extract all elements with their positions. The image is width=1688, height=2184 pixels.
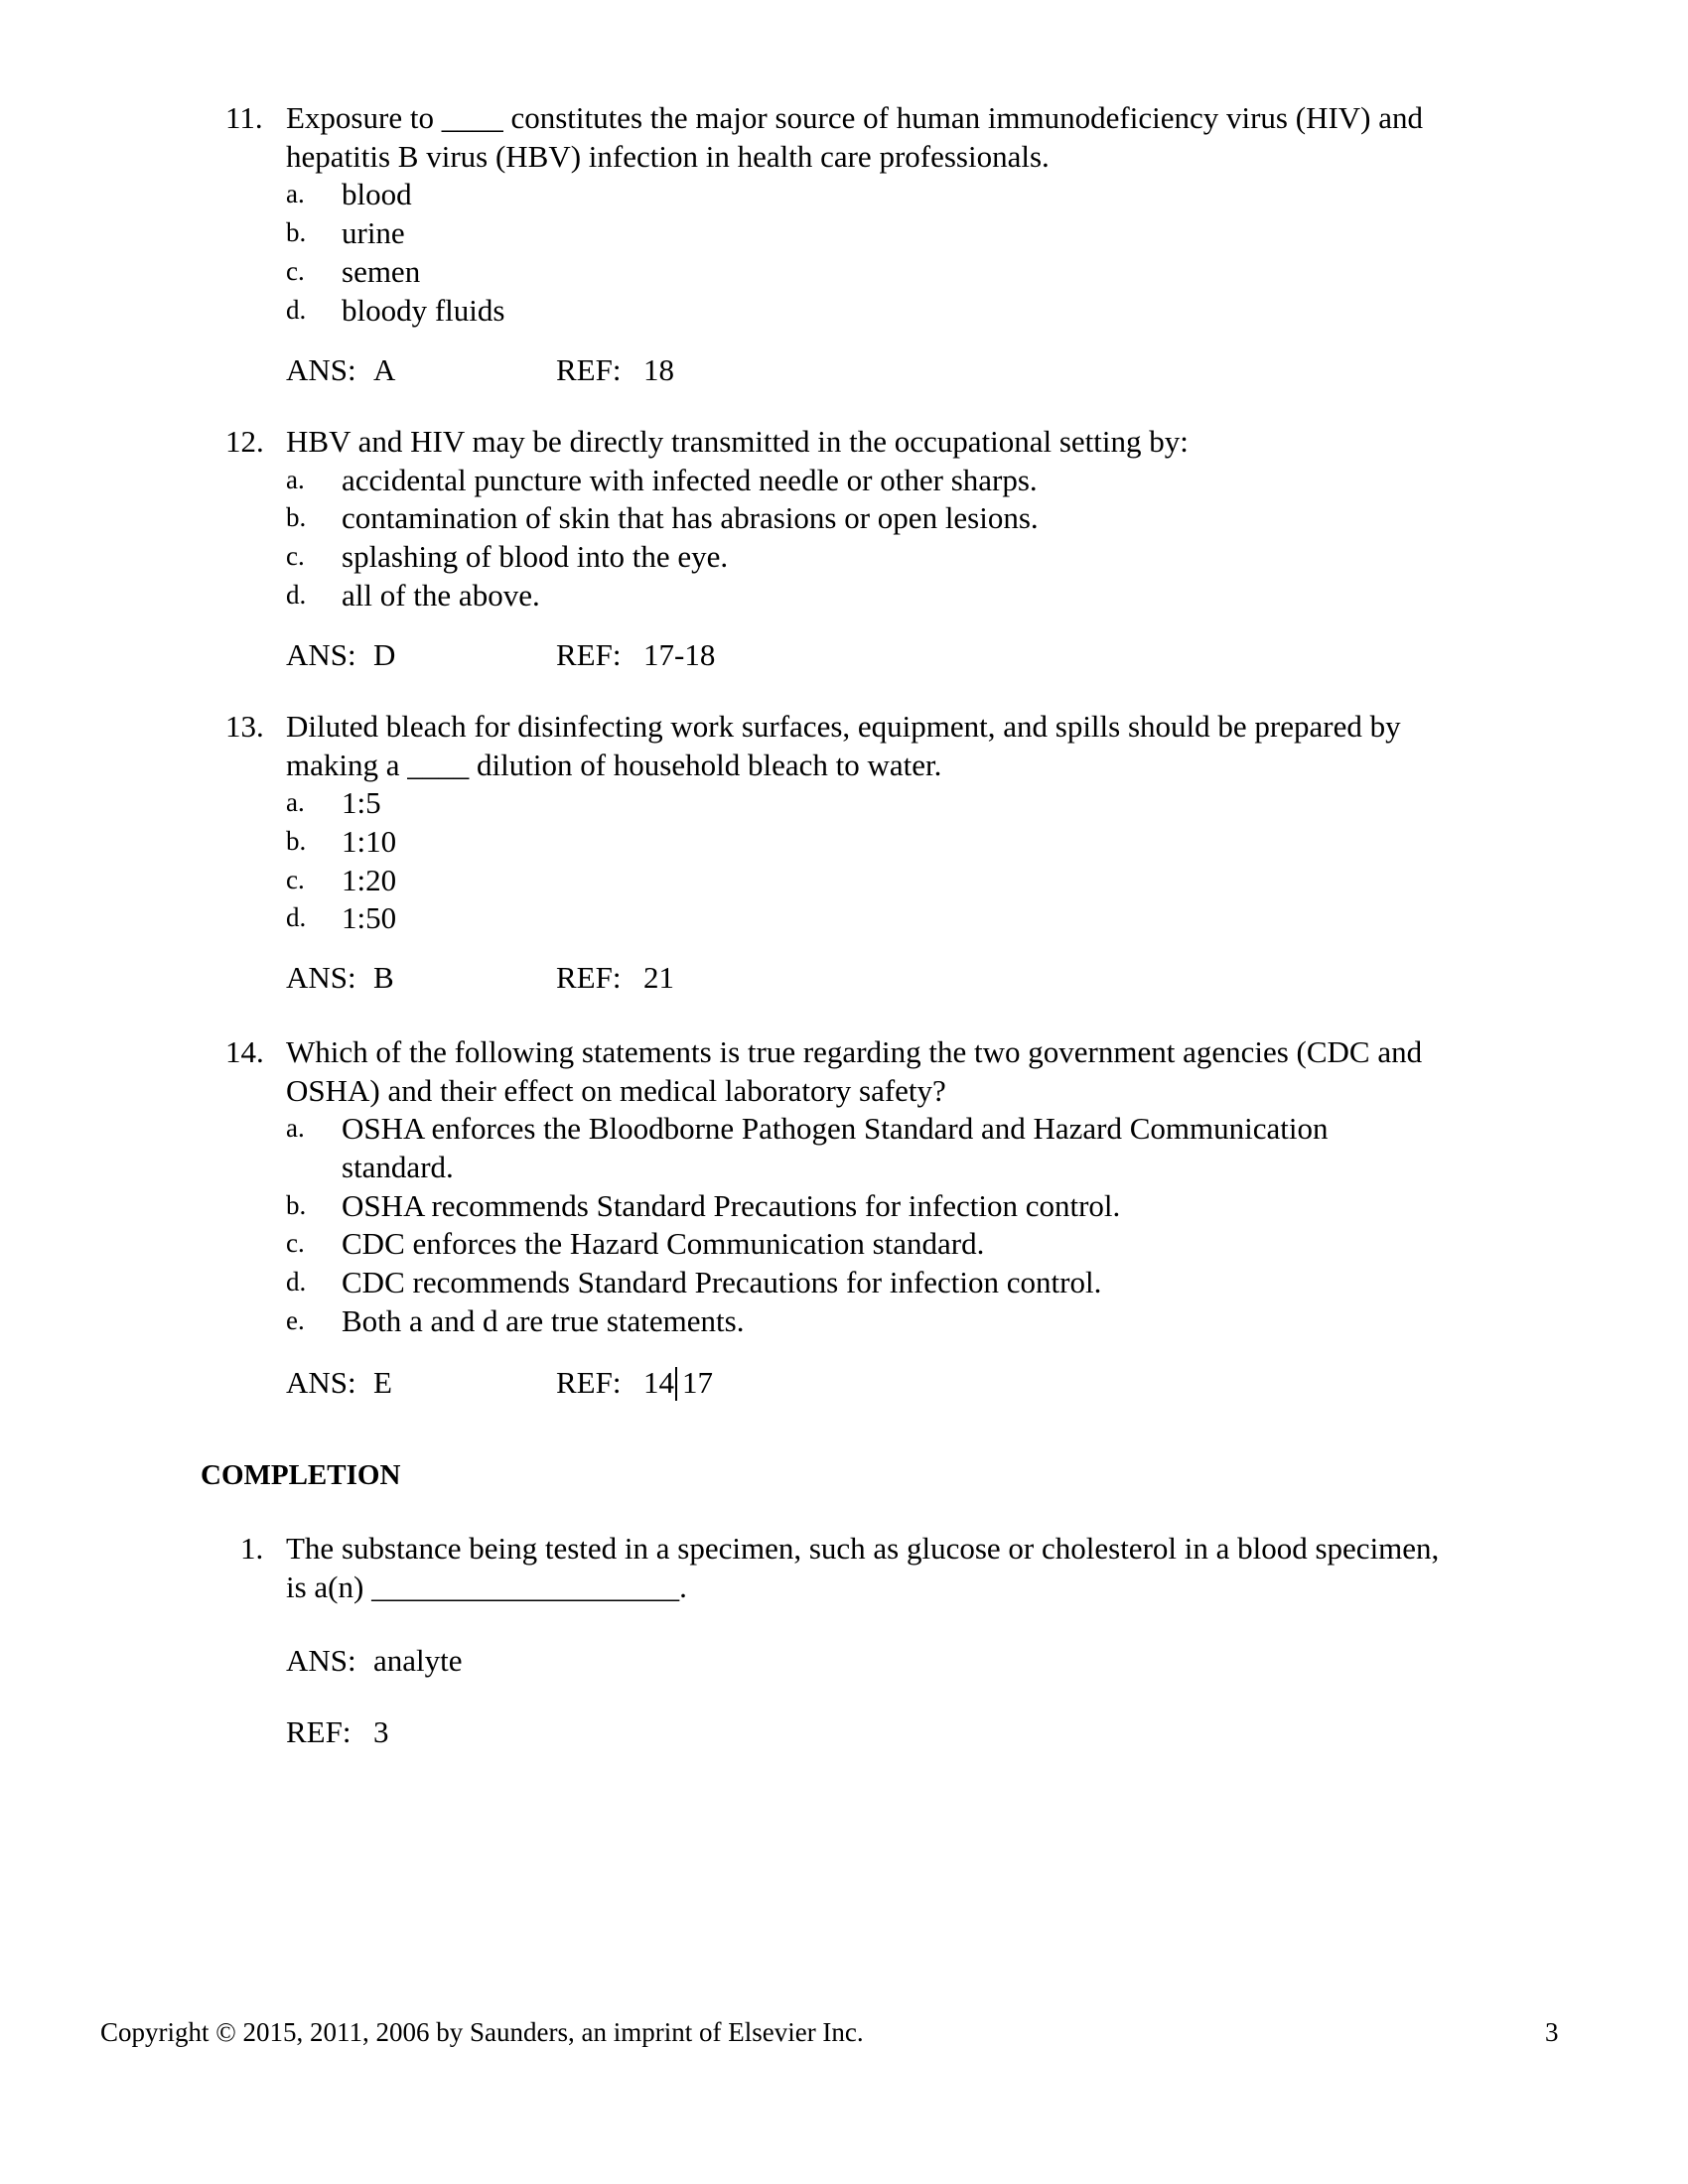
- reference-part: 17: [682, 1365, 713, 1400]
- question-number: 11.: [225, 100, 263, 135]
- reference-value: 3: [373, 1714, 389, 1749]
- option-text: 1:5: [342, 785, 381, 820]
- question-number: 12.: [225, 424, 264, 459]
- reference-part: 14: [643, 1365, 674, 1400]
- question-stem-line: hepatitis B virus (HBV) infection in health care professionals.: [286, 139, 1050, 174]
- option-text: accidental puncture with infected needle or other sharps.: [342, 463, 1038, 497]
- option-text: CDC enforces the Hazard Communication standard.: [342, 1226, 985, 1261]
- option-text: splashing of blood into the eye.: [342, 539, 729, 574]
- answer-value: A: [373, 352, 396, 387]
- reference-value: 21: [643, 960, 674, 995]
- option-label: c.: [286, 256, 305, 286]
- option-label: a.: [286, 1113, 305, 1143]
- question-stem-line: is a(n) ____________________.: [286, 1570, 687, 1604]
- option-text: OSHA enforces the Bloodborne Pathogen Standard and Hazard Communication: [342, 1111, 1329, 1146]
- answer-value: E: [373, 1365, 392, 1400]
- answer-value: analyte: [373, 1643, 463, 1678]
- reference-label: REF:: [556, 960, 622, 995]
- option-label: c.: [286, 541, 305, 571]
- option-label: b.: [286, 1190, 307, 1220]
- question-stem-line: making a ____ dilution of household bleach to water.: [286, 748, 942, 782]
- option-text: bloody fluids: [342, 293, 505, 328]
- reference-label: REF:: [556, 352, 622, 387]
- option-label: b.: [286, 826, 307, 856]
- reference-value: 18: [643, 352, 674, 387]
- option-label: d.: [286, 580, 307, 610]
- question-stem-line: Exposure to ____ constitutes the major source of human immunodeficiency virus (HIV) and: [286, 100, 1424, 135]
- option-text: contamination of skin that has abrasions or open lesions.: [342, 500, 1039, 535]
- answer-label: ANS:: [286, 637, 356, 672]
- answer-value: D: [373, 637, 396, 672]
- option-label: a.: [286, 179, 305, 208]
- option-text-continued: standard.: [342, 1150, 454, 1184]
- answer-label: ANS:: [286, 1365, 356, 1400]
- question-number: 13.: [225, 709, 264, 744]
- reference-label: REF:: [556, 1365, 622, 1400]
- answer-label: ANS:: [286, 960, 356, 995]
- reference-separator-bar: [675, 1367, 677, 1401]
- option-text: 1:50: [342, 900, 397, 935]
- option-label: c.: [286, 1228, 305, 1258]
- option-label: e.: [286, 1305, 305, 1335]
- reference-label: REF:: [286, 1714, 352, 1749]
- question-stem-line: Diluted bleach for disinfecting work surfaces, equipment, and spills should be prepared by: [286, 709, 1401, 744]
- question-stem-line: The substance being tested in a specimen, such as glucose or cholesterol in a blood specimen,: [286, 1531, 1440, 1566]
- section-heading: COMPLETION: [201, 1459, 401, 1491]
- option-label: c.: [286, 865, 305, 894]
- option-text: OSHA recommends Standard Precautions for infection control.: [342, 1188, 1121, 1223]
- option-label: a.: [286, 787, 305, 817]
- option-label: d.: [286, 902, 307, 932]
- reference-value: [643, 1367, 713, 1401]
- answer-value: B: [373, 960, 394, 995]
- copyright-notice: Copyright © 2015, 2011, 2006 by Saunders, an imprint of Elsevier Inc.: [100, 2017, 864, 2047]
- option-label: b.: [286, 502, 307, 532]
- option-text: urine: [342, 215, 405, 250]
- option-text: blood: [342, 177, 412, 211]
- page-number: 3: [1545, 2017, 1559, 2047]
- option-text: all of the above.: [342, 578, 540, 613]
- answer-label: ANS:: [286, 352, 356, 387]
- option-label: a.: [286, 465, 305, 494]
- option-text: semen: [342, 254, 421, 289]
- option-label: d.: [286, 295, 307, 325]
- option-text: Both a and d are true statements.: [342, 1303, 745, 1338]
- option-label: d.: [286, 1267, 307, 1297]
- option-text: CDC recommends Standard Precautions for infection control.: [342, 1265, 1102, 1299]
- question-stem-line: Which of the following statements is true regarding the two government agencies (CDC and: [286, 1034, 1423, 1069]
- reference-value: 17-18: [643, 637, 716, 672]
- option-text: 1:20: [342, 863, 397, 897]
- question-stem-line: OSHA) and their effect on medical laboratory safety?: [286, 1073, 946, 1108]
- reference-label: REF:: [556, 637, 622, 672]
- question-stem-line: HBV and HIV may be directly transmitted in the occupational setting by:: [286, 424, 1189, 459]
- answer-label: ANS:: [286, 1643, 356, 1678]
- question-number: 1.: [240, 1531, 264, 1566]
- question-number: 14.: [225, 1034, 264, 1069]
- option-label: b.: [286, 217, 307, 247]
- option-text: 1:10: [342, 824, 397, 859]
